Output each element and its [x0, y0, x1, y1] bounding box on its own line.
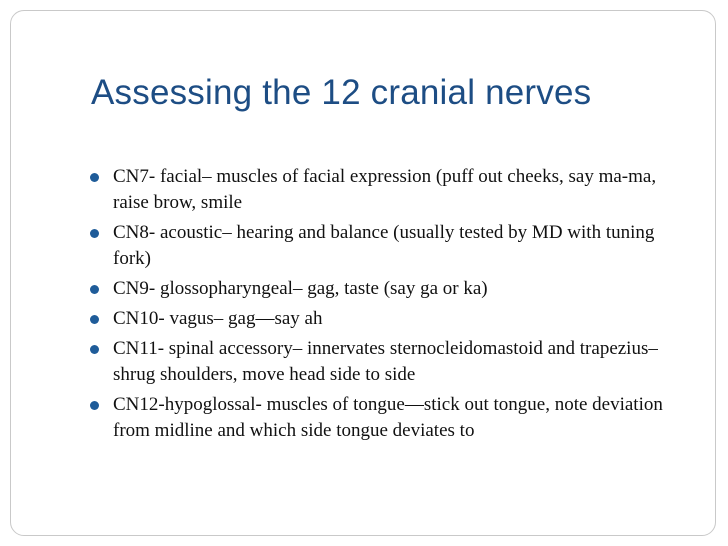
bullet-item-cn12 [89, 392, 689, 444]
bullet-text: CN7- facial– muscles of facial expression (puff out cheeks, say ma-ma, raise brow, smile [113, 166, 657, 213]
bullet-dot-icon [90, 173, 99, 182]
bullet-item-cn7 [89, 164, 689, 216]
bullet-dot-icon [90, 345, 99, 354]
bullet-item-cn8 [89, 220, 689, 272]
bullet-dot-icon [90, 285, 99, 294]
bullet-text: CN8- acoustic– hearing and balance (usually tested by MD with tuning fork) [113, 222, 655, 269]
bullet-list [89, 164, 689, 448]
bullet-item-cn10 [89, 306, 689, 332]
bullet-dot-icon [90, 401, 99, 410]
bullet-text: CN11- spinal accessory– innervates sternocleidomastoid and trapezius– shrug shoulders, move head side to side [113, 338, 658, 385]
slide-title: Assessing the 12 cranial nerves [91, 73, 592, 112]
bullet-dot-icon [90, 229, 99, 238]
bullet-text: CN9- glossopharyngeal– gag, taste (say ga or ka) [113, 278, 488, 299]
bullet-item-cn11 [89, 336, 689, 388]
bullet-dot-icon [90, 315, 99, 324]
slide-frame [10, 10, 716, 536]
bullet-text: CN10- vagus– gag—say ah [113, 308, 323, 329]
bullet-text: CN12-hypoglossal- muscles of tongue—stick out tongue, note deviation from midline and which side tongue deviates to [113, 394, 663, 441]
bullet-item-cn9 [89, 276, 689, 302]
